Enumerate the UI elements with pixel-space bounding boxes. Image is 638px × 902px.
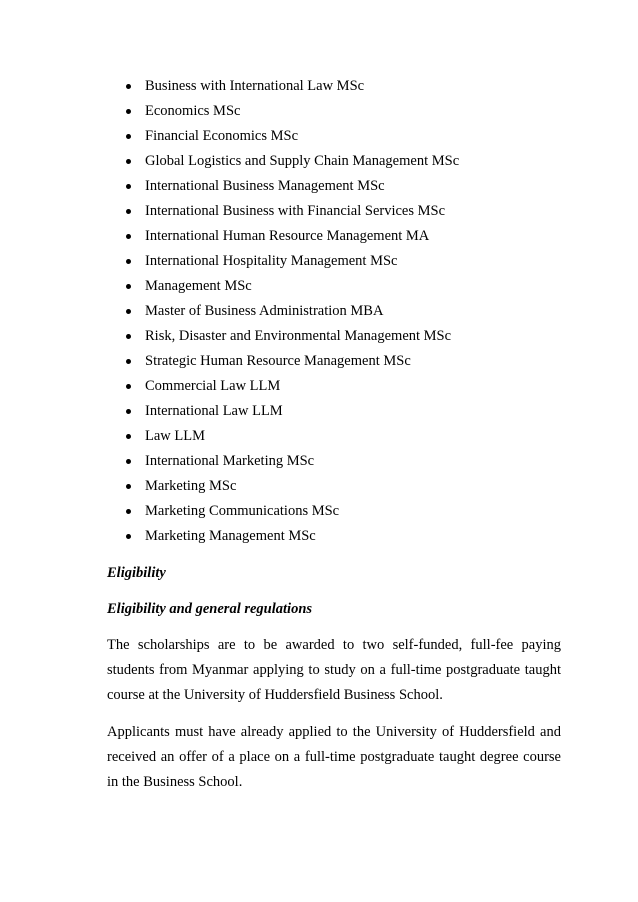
list-item [124,524,459,549]
list-item [124,199,459,224]
bullet-icon [126,534,131,539]
course-name: Master of Business Administration MBA [145,303,384,319]
course-name: Management MSc [145,278,252,294]
bullet-icon [126,184,131,189]
bullet-icon [126,334,131,339]
bullet-icon [126,159,131,164]
list-item [124,499,459,524]
course-name: International Human Resource Management MA [145,228,430,244]
bullet-icon [126,259,131,264]
bullet-icon [126,359,131,364]
list-item [124,74,459,99]
list-item [124,424,459,449]
list-item [124,224,459,249]
course-name: Risk, Disaster and Environmental Management MSc [145,328,452,344]
list-item [124,449,459,474]
course-name: Economics MSc [145,103,241,119]
bullet-icon [126,134,131,139]
bullet-icon [126,309,131,314]
course-name: Law LLM [145,428,205,444]
course-name: International Business with Financial Services MSc [145,203,446,219]
bullet-icon [126,384,131,389]
eligibility-heading: Eligibility [107,565,166,581]
bullet-icon [126,284,131,289]
course-name: Financial Economics MSc [145,128,299,144]
list-item [124,349,459,374]
eligibility-regulations-heading: Eligibility and general regulations [107,601,313,617]
list-item [124,274,459,299]
list-item [124,474,459,499]
list-item [124,99,459,124]
bullet-icon [126,84,131,89]
list-item [124,174,459,199]
applicants-paragraph: Applicants must have already applied to the University of Huddersfield and received an offer of a place on a full-time postgraduate taught degree course in the Business School. [107,724,561,790]
course-name: Strategic Human Resource Management MSc [145,353,411,369]
list-item [124,124,459,149]
course-name: Business with International Law MSc [145,78,365,94]
course-name: International Business Management MSc [145,178,385,194]
course-name: Marketing MSc [145,478,237,494]
list-item [124,149,459,174]
list-item [124,374,459,399]
bullet-icon [126,409,131,414]
scholarships-paragraph: The scholarships are to be awarded to two self-funded, full-fee paying students from Myanmar applying to study on a full-time postgraduate taught course at the University of Huddersfield Business School. [107,637,561,703]
list-item [124,299,459,324]
list-item [124,399,459,424]
course-name: International Hospitality Management MSc [145,253,398,269]
bullet-icon [126,484,131,489]
bullet-icon [126,459,131,464]
list-item [124,324,459,349]
course-name: Marketing Management MSc [145,528,316,544]
bullet-icon [126,109,131,114]
course-list [124,74,459,549]
course-name: Marketing Communications MSc [145,503,340,519]
course-name: Global Logistics and Supply Chain Management MSc [145,153,460,169]
bullet-icon [126,509,131,514]
course-name: International Marketing MSc [145,453,315,469]
bullet-icon [126,234,131,239]
bullet-icon [126,209,131,214]
list-item [124,249,459,274]
bullet-icon [126,434,131,439]
course-name: Commercial Law LLM [145,378,281,394]
course-name: International Law LLM [145,403,283,419]
